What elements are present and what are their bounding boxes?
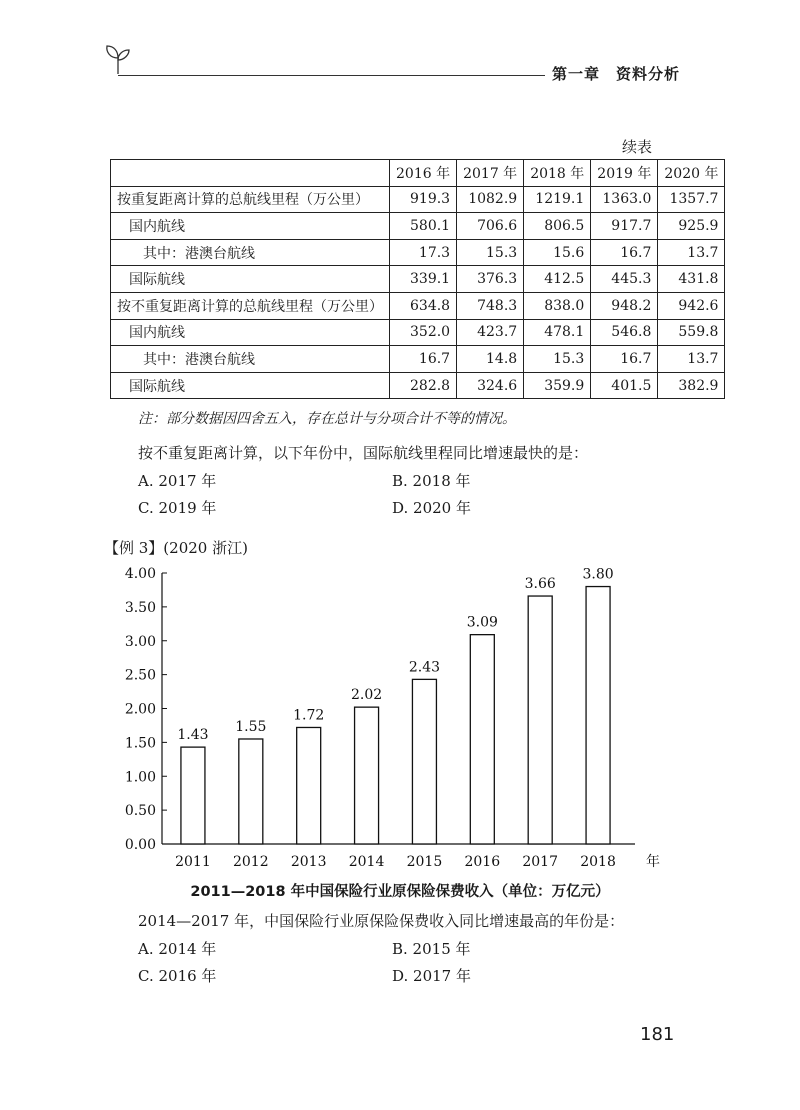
table-cell: 359.9: [524, 372, 591, 399]
question-2: 2014—2017 年，中国保险行业原保险保费收入同比增速最高的年份是：: [138, 912, 625, 930]
table-continued-label: 续表: [622, 138, 653, 156]
table-cell: 1219.1: [524, 186, 591, 213]
page-number: 181: [640, 1024, 675, 1045]
table-cell: 748.3: [457, 292, 524, 319]
row-label: 国际航线: [111, 372, 390, 399]
year-header: 2020 年: [658, 160, 725, 187]
y-tick-label: 0.00: [124, 837, 156, 853]
x-tick-label: 2018: [580, 854, 616, 870]
x-tick-label: 2015: [406, 854, 443, 870]
table-row: [111, 186, 725, 213]
bar-value-label: 2.02: [350, 687, 383, 704]
question-2-option-a[interactable]: A. 2014 年: [138, 940, 217, 958]
bar: [355, 707, 379, 844]
table-cell: 282.8: [390, 372, 457, 399]
table-cell: 339.1: [390, 266, 457, 293]
table-cell: 706.6: [457, 213, 524, 240]
sprout-icon: [104, 42, 132, 76]
bar: [528, 596, 552, 844]
table-cell: 634.8: [390, 292, 457, 319]
table-cell: 401.5: [591, 372, 658, 399]
question-2-option-b[interactable]: B. 2015 年: [392, 940, 471, 958]
table-cell: 16.7: [591, 239, 658, 266]
table-cell: 16.7: [591, 346, 658, 373]
table-cell: 580.1: [390, 213, 457, 240]
y-tick-label: 3.00: [124, 633, 156, 650]
question-1-option-d[interactable]: D. 2020 年: [392, 499, 471, 517]
table-cell: 559.8: [658, 319, 725, 346]
question-2-option-d[interactable]: D. 2017 年: [392, 967, 471, 985]
table-cell: 478.1: [524, 319, 591, 346]
table-cell: 15.3: [524, 346, 591, 373]
table-cell: 546.8: [591, 319, 658, 346]
row-label: 其中：港澳台航线: [111, 346, 390, 373]
table-cell: 1363.0: [591, 186, 658, 213]
header-rule: [118, 75, 545, 76]
bar-chart: [100, 560, 680, 880]
table-cell: 942.6: [658, 292, 725, 319]
table-cell: 382.9: [658, 372, 725, 399]
table-cell: 919.3: [390, 186, 457, 213]
question-1-option-a[interactable]: A. 2017 年: [138, 472, 217, 490]
table-cell: 1082.9: [457, 186, 524, 213]
row-label: 国内航线: [111, 319, 390, 346]
y-tick-label: 4.00: [124, 566, 156, 582]
question-1: 按不重复距离计算，以下年份中，国际航线里程同比增速最快的是：: [138, 444, 589, 462]
bar: [181, 747, 205, 844]
table-row: [111, 372, 725, 399]
table-cell: 917.7: [591, 213, 658, 240]
year-header: 2017 年: [457, 160, 524, 187]
question-1-option-c[interactable]: C. 2019 年: [138, 499, 217, 517]
bar: [470, 635, 494, 844]
table-cell: 925.9: [658, 213, 725, 240]
table-header-empty: [111, 160, 390, 187]
row-label: 按不重复距离计算的总航线里程（万公里）: [111, 292, 390, 319]
table-cell: 838.0: [524, 292, 591, 319]
bar: [239, 739, 263, 844]
bar-value-label: 3.66: [524, 576, 556, 593]
table-cell: 412.5: [524, 266, 591, 293]
example-label: 【例 3】(2020 浙江): [104, 539, 248, 557]
data-table: [110, 159, 725, 399]
table-cell: 15.6: [524, 239, 591, 266]
y-tick-label: 2.00: [124, 701, 156, 718]
year-header: 2019 年: [591, 160, 658, 187]
table-cell: 13.7: [658, 239, 725, 266]
table-cell: 14.8: [457, 346, 524, 373]
chart-title: 2011—2018 年中国保险行业原保险保费收入（单位：万亿元）: [190, 884, 610, 900]
table-cell: 15.3: [457, 239, 524, 266]
y-tick-label: 1.00: [124, 769, 156, 786]
bar-value-label: 3.80: [582, 566, 614, 583]
x-tick-label: 2016: [464, 854, 501, 870]
year-header: 2018 年: [524, 160, 591, 187]
bar-value-label: 1.72: [293, 707, 325, 724]
question-1-option-b[interactable]: B. 2018 年: [392, 472, 471, 490]
table-cell: 1357.7: [658, 186, 725, 213]
table-cell: 431.8: [658, 266, 725, 293]
table-cell: 16.7: [390, 346, 457, 373]
table-row: [111, 319, 725, 346]
chapter-title: 第一章 资料分析: [552, 65, 681, 83]
table-row: [111, 213, 725, 240]
bar-value-label: 1.55: [235, 718, 267, 735]
table-note: 注：部分数据因四舍五入，存在总计与分项合计不等的情况。: [138, 411, 516, 427]
table-row: [111, 266, 725, 293]
x-tick-label: 2012: [232, 854, 269, 870]
table-cell: 376.3: [457, 266, 524, 293]
bar: [412, 679, 436, 844]
y-tick-label: 1.50: [124, 735, 156, 752]
year-header: 2016 年: [390, 160, 457, 187]
x-tick-label: 2011: [175, 854, 211, 870]
table-header-row: [111, 160, 725, 187]
table-cell: 423.7: [457, 319, 524, 346]
row-label: 国际航线: [111, 266, 390, 293]
x-tick-label: 2013: [290, 854, 327, 870]
bar: [586, 587, 610, 844]
table-cell: 948.2: [591, 292, 658, 319]
x-tick-label: 2017: [522, 854, 559, 870]
y-tick-label: 0.50: [124, 803, 156, 820]
bar-value-label: 2.43: [408, 659, 441, 676]
table-cell: 13.7: [658, 346, 725, 373]
x-axis-unit: 年: [646, 854, 660, 870]
table-row: [111, 346, 725, 373]
y-tick-label: 3.50: [124, 599, 156, 616]
table-row: [111, 292, 725, 319]
x-tick-label: 2014: [348, 854, 385, 870]
table-cell: 324.6: [457, 372, 524, 399]
question-2-option-c[interactable]: C. 2016 年: [138, 967, 217, 985]
bar: [297, 727, 321, 844]
bar-value-label: 1.43: [177, 727, 209, 744]
table-cell: 17.3: [390, 239, 457, 266]
table-row: [111, 239, 725, 266]
row-label: 国内航线: [111, 213, 390, 240]
row-label: 按重复距离计算的总航线里程（万公里）: [111, 186, 390, 213]
row-label: 其中：港澳台航线: [111, 239, 390, 266]
table-cell: 445.3: [591, 266, 658, 293]
table-cell: 806.5: [524, 213, 591, 240]
table-cell: 352.0: [390, 319, 457, 346]
bar-value-label: 3.09: [466, 614, 498, 631]
y-tick-label: 2.50: [124, 667, 156, 684]
